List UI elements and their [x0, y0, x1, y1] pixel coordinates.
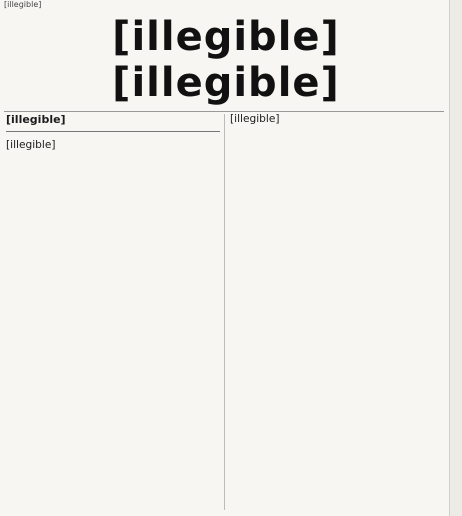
adjacent-page-edge: [449, 0, 462, 516]
left-column-text: [illegible]: [6, 139, 56, 152]
article-column-right: [230, 112, 444, 512]
byline-underline: [6, 131, 220, 132]
headline-line-1: [illegible]: [112, 14, 340, 60]
byline: [illegible]: [6, 113, 66, 126]
right-column-text: [illegible]: [230, 113, 280, 125]
headline: [8, 14, 444, 106]
headline-line-2: [illegible]: [112, 60, 340, 106]
column-divider: [224, 114, 225, 510]
article-column-left: [6, 112, 220, 512]
previous-article-fragment: [illegible]: [4, 0, 42, 9]
